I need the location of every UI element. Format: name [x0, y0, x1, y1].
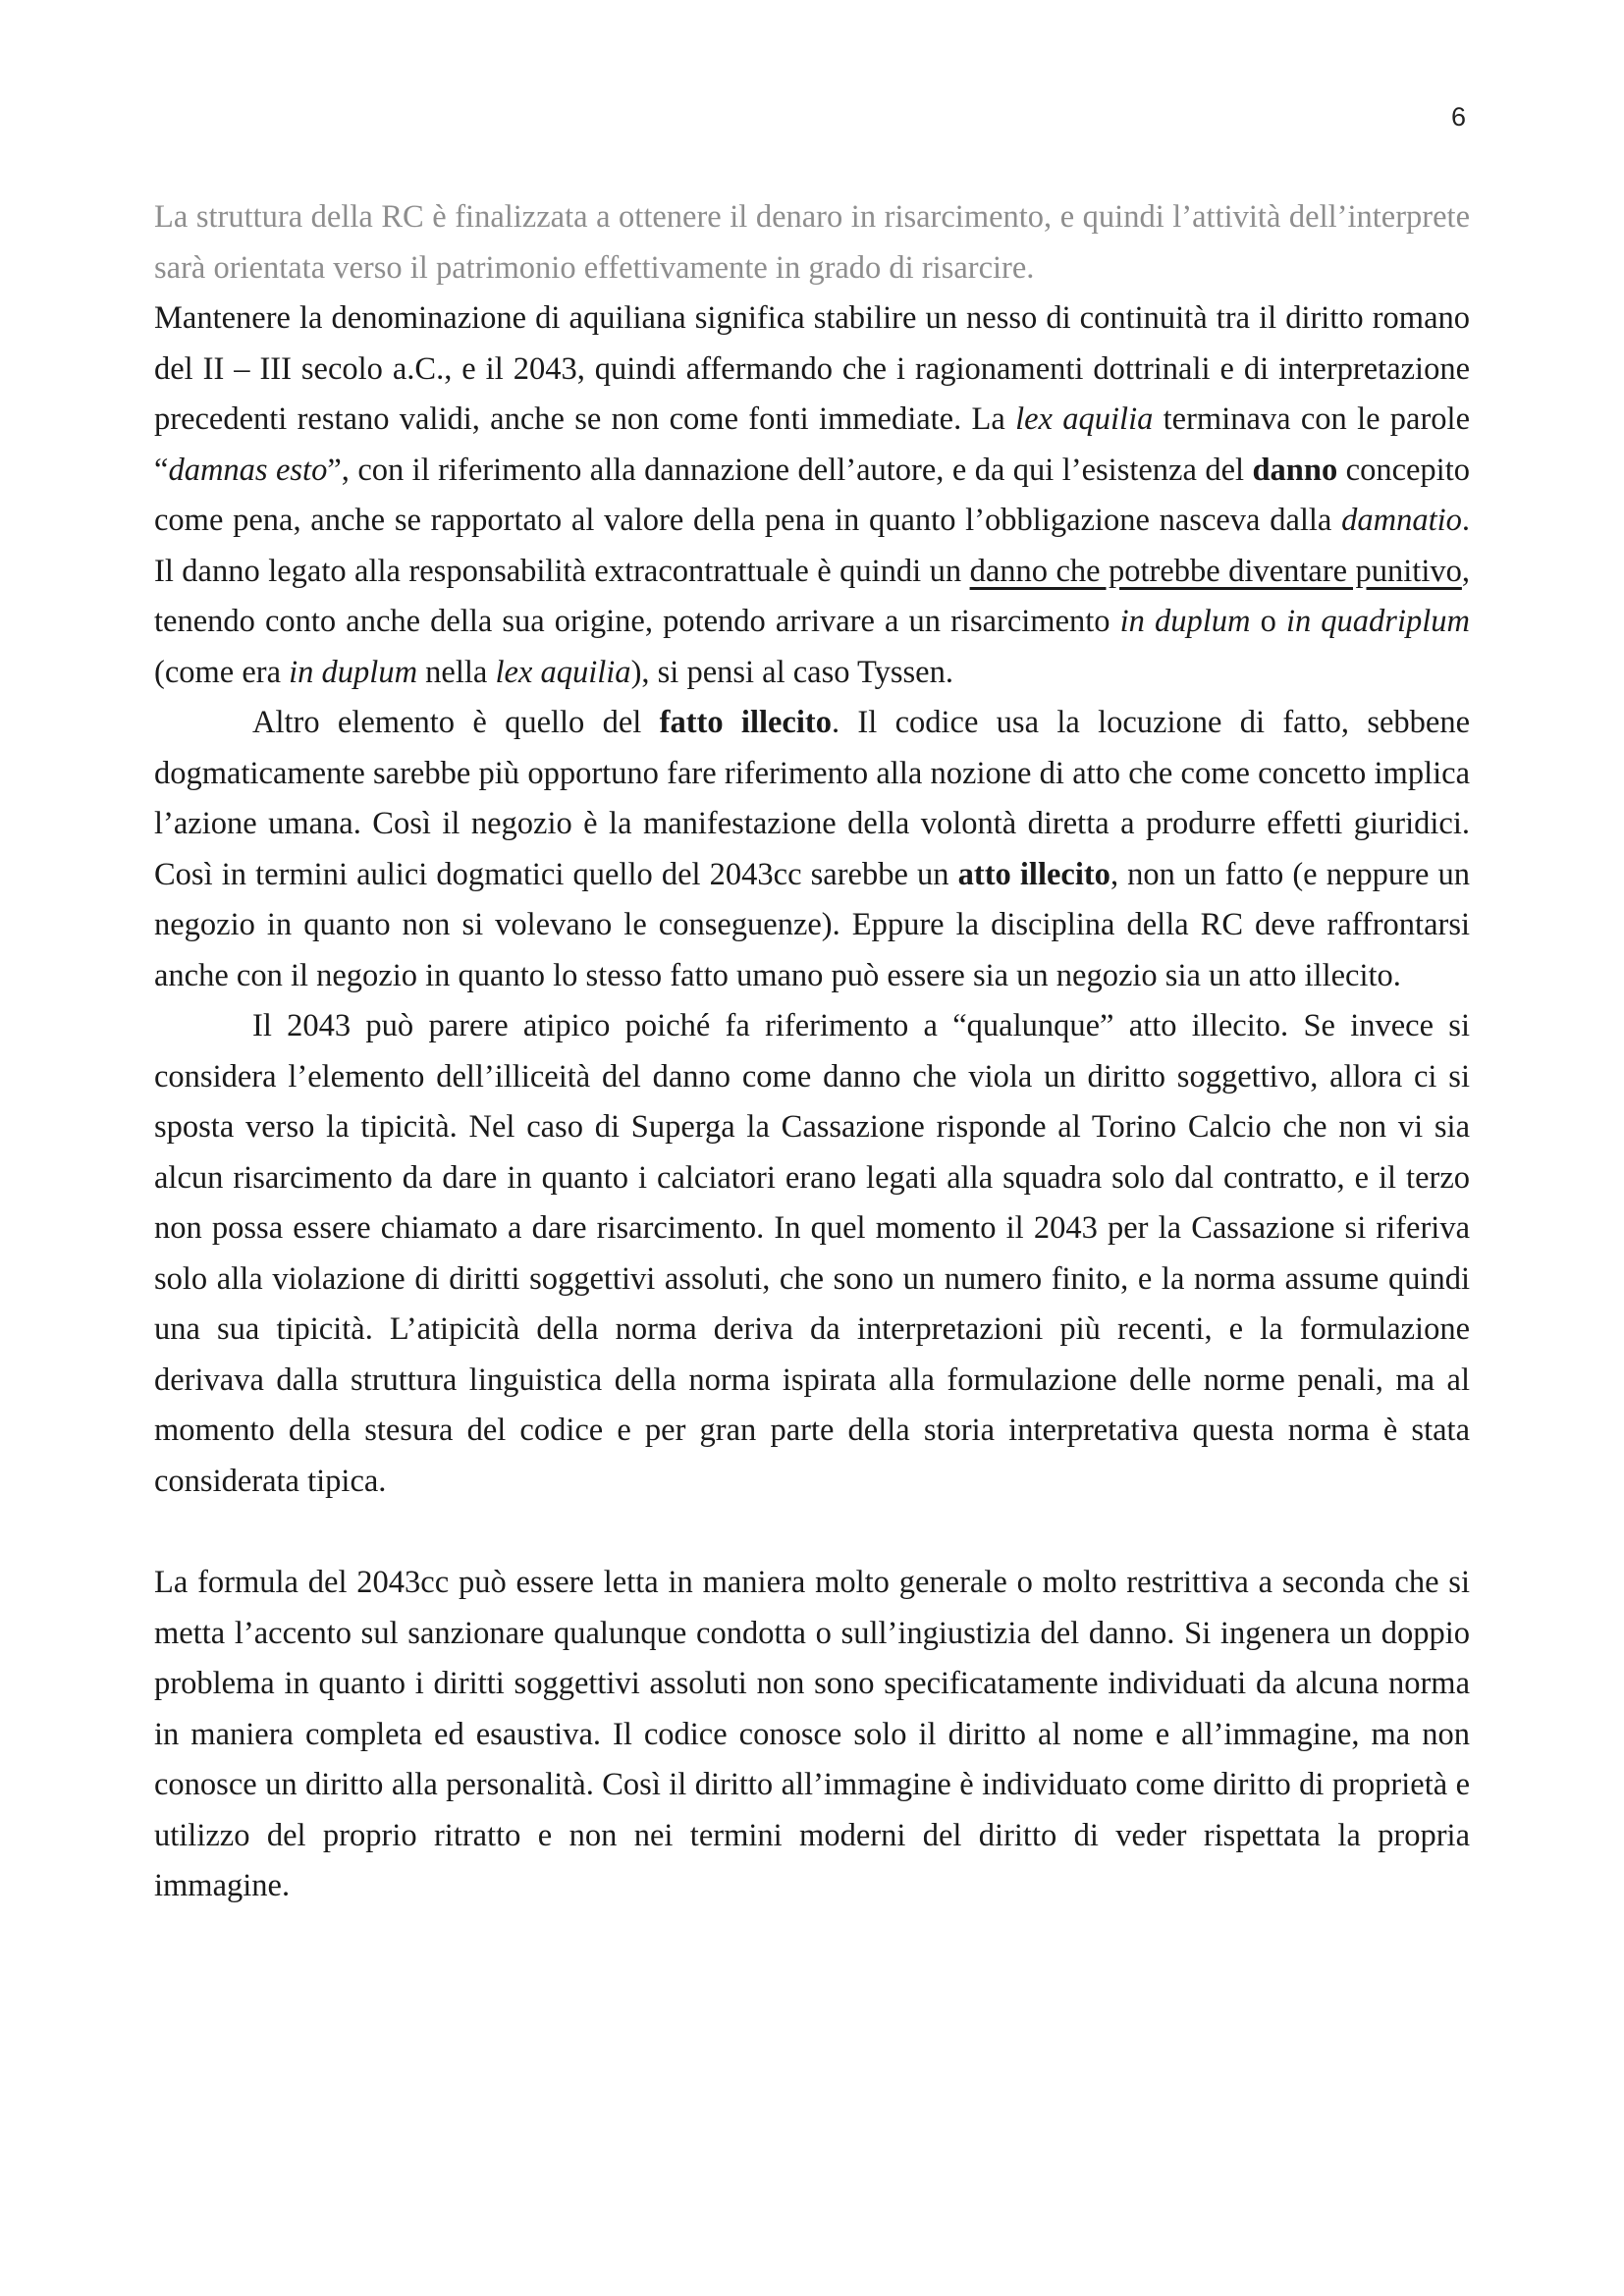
paragraph [154, 1558, 1470, 1912]
text-run: terminava con le parole “ [154, 401, 1471, 488]
italic-text: in duplum [289, 654, 418, 690]
text-run: ”, con il riferimento alla dannazione dell’autore, e da qui l’esistenza del [327, 452, 1253, 488]
paragraph [154, 1001, 1470, 1507]
text-run: o [1250, 604, 1286, 639]
italic-text: damnas esto [168, 452, 328, 488]
paragraph [154, 192, 1470, 294]
paragraph [154, 698, 1470, 1001]
italic-text: lex aquilia [1015, 401, 1154, 437]
underlined-text: danno che potrebbe diventare punitivo [969, 553, 1462, 589]
bold-text: fatto illecito [659, 705, 832, 740]
text-run: Mantenere la denominazione di aquiliana significa stabilire un nesso di continuità tra il diritto romano del II – III secolo a.C., e il 2043, quindi affermando che i ragionamenti dottrinali e di interpretazione precedenti restano validi, anche se non come fonti immediate. La [154, 300, 1470, 437]
document-body [154, 192, 1470, 1912]
text-run: Altro elemento è quello del [252, 705, 660, 740]
text-run: , tenendo conto anche della sua origine, potendo arrivare a un risarcimento [154, 553, 1470, 639]
text-run: (come era [154, 654, 290, 690]
italic-text: damnatio [1341, 503, 1462, 538]
text-run: . Il codice usa la locuzione di fatto, sebbene dogmaticamente sarebbe più opportuno fare riferimento alla nozione di atto che come concetto implica l’azione umana. Così il negozio è la manifestazione della volontà diretta a produrre effetti giuridici. Così in termini aulici dogmatici quello del 2043cc sarebbe un [154, 705, 1470, 892]
italic-text: in quadriplum [1285, 604, 1470, 639]
text-run: Il 2043 può parere atipico poiché fa riferimento a “qualunque” atto illecito. Se invece si considera l’elemento dell’illiceità del danno come danno che viola un diritto soggettivo, allora ci si sposta verso la tipicità. Nel caso di Superga la Cassazione risponde al Torino Calcio che non vi sia alcun risarcimento da dare in quanto i calciatori erano legati alla squadra solo dal contratto, e il terzo non possa essere chiamato a dare risarcimento. In quel momento il 2043 per la Cassazione si riferiva solo alla violazione di diritti soggettivi assoluti, che sono un numero finito, e la norma assume quindi una sua tipicità. L’atipicità della norma deriva da interpretazioni più recenti, e la formulazione derivava dalla struttura linguistica della norma ispirata alla formulazione delle norme penali, ma al momento della stesura del codice e per gran parte della storia interpretativa questa norma è stata considerata tipica. [154, 1008, 1470, 1499]
text-run: , non un fatto (e neppure un negozio in quanto non si volevano le conseguenze). Eppure la disciplina della RC deve raffrontarsi anche con il negozio in quanto lo stesso fatto umano può essere sia un negozio sia un atto illecito. [154, 856, 1470, 993]
text-run: La formula del 2043cc può essere letta in maniera molto generale o molto restrittiva a seconda che si metta l’accento sul sanzionare qualunque condotta o sull’ingiustizia del danno. Si ingenera un doppio problema in quanto i diritti soggettivi assoluti non sono specificatamente individuati da alcuna norma in maniera completa ed esaustiva. Il codice conosce solo il diritto al nome e all’immagine, ma non conosce un diritto alla personalità. Così il diritto all’immagine è individuato come diritto di proprietà e utilizzo del proprio ritratto e non nei termini moderni del diritto di veder rispettata la propria immagine. [154, 1565, 1470, 1903]
italic-text: lex aquilia [495, 654, 631, 690]
text-run: concepito come pena, anche se rapportato al valore della pena in quanto l’obbligazione nasceva dalla [154, 452, 1470, 538]
bold-text: atto illecito [957, 856, 1110, 892]
page-number: 6 [1451, 102, 1467, 132]
bold-text: danno [1252, 452, 1338, 488]
text-run: nella [417, 654, 496, 690]
text-run: La struttura della RC è finalizzata a ottenere il denaro in risarcimento, e quindi l’attività dell’interprete sarà orientata verso il patrimonio effettivamente in grado di risarcire. [154, 199, 1470, 286]
text-run: ), si pensi al caso Tyssen. [630, 654, 953, 690]
italic-text: in duplum [1119, 604, 1251, 639]
text-run: . Il danno legato alla responsabilità extracontrattuale è quindi un [154, 503, 1470, 589]
paragraph [154, 294, 1470, 698]
